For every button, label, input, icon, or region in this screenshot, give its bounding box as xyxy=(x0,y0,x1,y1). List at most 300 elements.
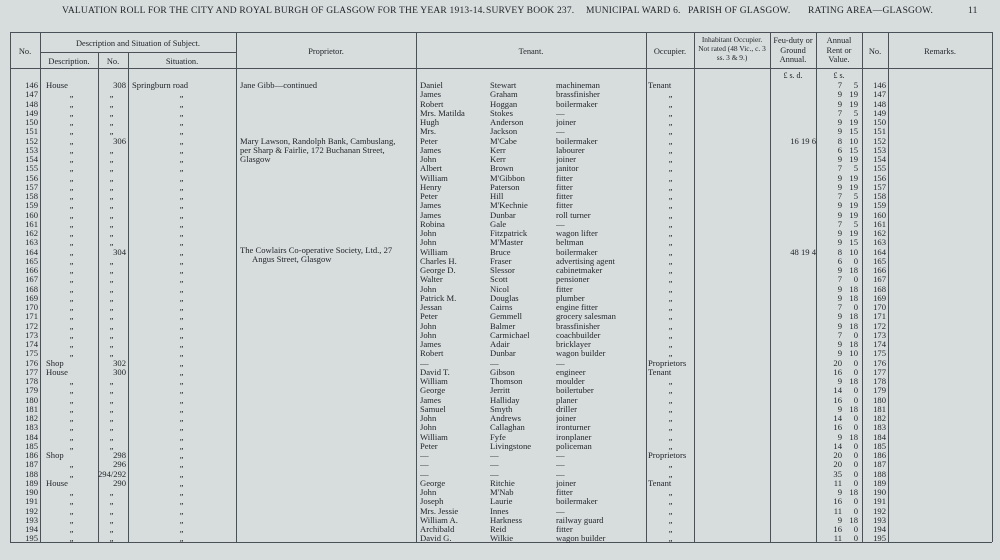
entry-number: 169 xyxy=(25,292,38,303)
rent-shillings: 0 xyxy=(853,385,858,396)
tenant-first-name: Charles H. xyxy=(420,255,457,266)
rent-pounds: 9 xyxy=(837,283,842,294)
tenant-occupation: — xyxy=(556,218,565,229)
tenant-occupation: labourer xyxy=(556,144,585,155)
tenant-first-name: William A. xyxy=(420,514,458,525)
entry-situation: „ xyxy=(179,394,185,405)
entry-description: „ xyxy=(69,237,75,248)
entry-description: „ xyxy=(69,172,75,183)
entry-situation: „ xyxy=(179,89,185,100)
tenant-first-name: Samuel xyxy=(420,403,446,414)
entry-number: 179 xyxy=(25,385,38,396)
entry-number-right: 187 xyxy=(873,459,886,470)
entry-number: 153 xyxy=(25,144,38,155)
entry-number-right: 153 xyxy=(873,144,886,155)
entry-number-right: 171 xyxy=(873,311,886,322)
tenant-surname: Gemmell xyxy=(490,311,522,322)
tenant-surname: Fraser xyxy=(490,255,512,266)
entry-description: „ xyxy=(69,459,75,470)
tenant-surname: Scott xyxy=(490,274,508,285)
entry-situation: „ xyxy=(179,107,185,118)
entry-house-number: 308 xyxy=(113,80,126,90)
entry-number: 185 xyxy=(25,440,38,451)
tenant-occupation: wagon lifter xyxy=(556,228,598,238)
entry-number: 147 xyxy=(25,89,38,100)
entry-situation: „ xyxy=(179,505,185,516)
entry-occupier: „ xyxy=(668,311,674,322)
tenant-occupation: moulder xyxy=(556,376,585,386)
entry-number-right: 189 xyxy=(873,477,886,488)
tenant-surname: Stokes xyxy=(490,107,513,118)
entry-description: „ xyxy=(69,135,75,146)
tenant-first-name: Archibald xyxy=(420,524,455,534)
rent-pounds: 7 xyxy=(837,329,842,340)
entry-description: „ xyxy=(69,505,75,516)
rent-pounds: 9 xyxy=(837,237,842,248)
entry-number: 157 xyxy=(25,181,38,192)
col-header-description: Description. xyxy=(48,57,90,66)
entry-description: „ xyxy=(69,403,75,414)
entry-situation: „ xyxy=(179,459,185,470)
entry-occupier: „ xyxy=(668,265,674,275)
rent-shillings: 19 xyxy=(849,89,858,100)
page-header xyxy=(0,6,1000,20)
tenant-occupation: engine fitter xyxy=(556,302,598,312)
rent-pounds: 9 xyxy=(837,154,842,164)
header-bottom-rule xyxy=(10,68,992,69)
rent-shillings: 19 xyxy=(849,228,858,238)
entry-house-number: „ xyxy=(109,292,115,303)
tenant-occupation: joiner xyxy=(556,117,577,127)
entry-house-number: 294/292 xyxy=(98,468,126,479)
tenant-surname: Smyth xyxy=(490,403,513,414)
tenant-first-name: James xyxy=(420,209,442,220)
col-header-rent: Annual Rent or Value. xyxy=(826,36,852,64)
tenant-surname: Dunbar xyxy=(490,348,516,359)
tenant-first-name: Mrs. xyxy=(420,126,436,137)
entry-house-number: „ xyxy=(109,440,115,451)
entry-house-number: „ xyxy=(109,413,115,423)
entry-situation: „ xyxy=(179,292,185,303)
entry-number-right: 179 xyxy=(873,385,886,396)
tenant-occupation: railway guard xyxy=(556,514,604,525)
entry-feu-duty: 48 19 4 xyxy=(790,246,816,257)
entry-situation: „ xyxy=(179,144,185,155)
entry-number-right: 175 xyxy=(873,348,886,359)
entry-number-right: 182 xyxy=(873,413,886,423)
tenant-surname: M'Master xyxy=(490,237,524,248)
entry-description: „ xyxy=(69,218,75,229)
rent-shillings: 18 xyxy=(849,514,858,525)
proprietor-mary-lawson-line1: Mary Lawson, Randolph Bank, Cambuslang, xyxy=(240,136,396,146)
entry-number: 151 xyxy=(25,126,38,137)
rent-pounds: 7 xyxy=(837,218,842,229)
tenant-occupation: coachbuilder xyxy=(556,329,601,340)
tenant-surname: Ritchie xyxy=(490,477,515,488)
tenant-occupation: beltman xyxy=(556,237,584,248)
entry-situation: „ xyxy=(179,163,185,174)
tenant-surname: Hill xyxy=(490,191,504,201)
entry-situation: „ xyxy=(179,228,185,238)
entry-occupier: „ xyxy=(668,89,674,100)
entry-house-number: „ xyxy=(109,524,115,534)
rent-pounds: 7 xyxy=(837,302,842,312)
rent-pounds: 9 xyxy=(837,126,842,137)
entry-occupier: „ xyxy=(668,107,674,118)
tenant-first-name: Peter xyxy=(420,440,438,451)
tenant-first-name: John xyxy=(420,329,437,340)
entry-situation: „ xyxy=(179,255,185,266)
entry-description: „ xyxy=(69,98,75,109)
tenant-occupation: advertising agent xyxy=(556,255,615,266)
entry-description: Shop xyxy=(46,450,64,460)
entry-occupier: „ xyxy=(668,181,674,192)
entry-number: 175 xyxy=(25,348,38,359)
entry-number: 163 xyxy=(25,237,38,248)
tenant-surname: Reid xyxy=(490,524,507,534)
entry-occupier: „ xyxy=(668,283,674,294)
tenant-first-name: George D. xyxy=(420,265,456,275)
tenant-first-name: Patrick M. xyxy=(420,292,457,303)
entry-description: „ xyxy=(69,487,75,497)
entry-situation: „ xyxy=(179,283,185,294)
tenant-surname: Gibson xyxy=(490,366,515,377)
entry-description: „ xyxy=(69,117,75,127)
entry-number-right: 167 xyxy=(873,274,886,285)
rent-shillings: 0 xyxy=(853,357,858,368)
rent-pounds: 11 xyxy=(833,505,842,516)
entry-number: 166 xyxy=(25,265,38,275)
tenant-occupation: brassfinisher xyxy=(556,320,600,331)
entry-situation: „ xyxy=(179,117,185,127)
rent-shillings: 18 xyxy=(849,487,858,497)
tenant-surname: M'Cabe xyxy=(490,135,517,146)
entry-number-right: 164 xyxy=(873,246,886,257)
tenant-occupation: driller xyxy=(556,403,577,414)
rent-shillings: 18 xyxy=(849,431,858,442)
tenant-occupation: fitter xyxy=(556,283,573,294)
entry-number: 190 xyxy=(25,487,38,497)
rent-pounds: 9 xyxy=(837,172,842,183)
rent-pounds: 9 xyxy=(837,228,842,238)
entry-occupier: „ xyxy=(668,440,674,451)
entry-occupier: „ xyxy=(668,487,674,497)
entry-description: „ xyxy=(69,431,75,442)
entry-number-right: 173 xyxy=(873,329,886,340)
entry-description: „ xyxy=(69,126,75,137)
entry-description: „ xyxy=(69,200,75,211)
rent-pounds: 9 xyxy=(837,487,842,497)
tenant-occupation: plumber xyxy=(556,292,585,303)
entry-description: „ xyxy=(69,413,75,423)
entry-description: House xyxy=(46,477,68,488)
entry-house-number: „ xyxy=(109,163,115,174)
entry-number: 189 xyxy=(25,477,38,488)
tenant-surname: Thomson xyxy=(490,376,523,386)
entry-number-right: 170 xyxy=(873,302,886,312)
rent-shillings: 15 xyxy=(849,237,858,248)
entry-situation: „ xyxy=(179,246,185,257)
rent-shillings: 18 xyxy=(849,283,858,294)
tenant-occupation: fitter xyxy=(556,172,573,183)
entry-occupier: „ xyxy=(668,385,674,396)
entry-number-right: 146 xyxy=(873,80,886,90)
entry-description: „ xyxy=(69,514,75,525)
tenant-surname: Stewart xyxy=(490,80,517,90)
entry-situation: „ xyxy=(179,422,185,433)
tenant-surname: Slessor xyxy=(490,265,515,275)
entry-number-right: 148 xyxy=(873,98,886,109)
rent-pounds: 7 xyxy=(837,107,842,118)
tenant-occupation: fitter xyxy=(556,487,573,497)
entry-number-right: 178 xyxy=(873,376,886,386)
entry-number: 188 xyxy=(25,468,38,479)
entry-occupier: „ xyxy=(668,246,674,257)
entry-number-right: 191 xyxy=(873,496,886,507)
rent-pounds: 9 xyxy=(837,200,842,211)
entry-number-right: 147 xyxy=(873,89,886,100)
tenant-occupation: cabinetmaker xyxy=(556,265,603,275)
rent-shillings: 5 xyxy=(853,218,858,229)
entry-number: 180 xyxy=(25,394,38,405)
entry-situation: „ xyxy=(179,302,185,312)
rent-pounds: 9 xyxy=(837,117,842,127)
tenant-occupation: janitor xyxy=(556,163,579,174)
rent-pounds: 9 xyxy=(837,320,842,331)
rent-shillings: 19 xyxy=(849,154,858,164)
desc-group-rule xyxy=(40,52,236,53)
entry-description: „ xyxy=(69,302,75,312)
entry-occupier: „ xyxy=(668,329,674,340)
tenant-first-name: William xyxy=(420,172,448,183)
rent-pounds: 9 xyxy=(837,376,842,386)
entry-number-right: 176 xyxy=(873,357,886,368)
entry-description: „ xyxy=(69,283,75,294)
entry-description: „ xyxy=(69,533,75,544)
entry-situation: „ xyxy=(179,98,185,109)
entry-house-number: „ xyxy=(109,117,115,127)
rent-shillings: 0 xyxy=(853,450,858,460)
entry-occupier: Tenant xyxy=(648,477,672,488)
tenant-surname: Hoggan xyxy=(490,98,518,109)
tenant-first-name: Walter xyxy=(420,274,443,285)
entry-occupier: „ xyxy=(668,514,674,525)
tenant-occupation: — xyxy=(556,450,565,460)
entry-occupier: „ xyxy=(668,459,674,470)
rent-pounds: 8 xyxy=(837,246,842,257)
entry-occupier: „ xyxy=(668,496,674,507)
entry-number: 149 xyxy=(25,107,38,118)
tenant-first-name: — xyxy=(420,459,429,470)
entry-number-right: 162 xyxy=(873,228,886,238)
entry-occupier: „ xyxy=(668,163,674,174)
tenant-first-name: James xyxy=(420,394,442,405)
entry-house-number: „ xyxy=(109,533,115,544)
entry-description: „ xyxy=(69,228,75,238)
rent-pounds: 7 xyxy=(837,163,842,174)
entry-number: 161 xyxy=(25,218,38,229)
tenant-first-name: — xyxy=(420,357,429,368)
entry-occupier: „ xyxy=(668,200,674,211)
tenant-occupation: — xyxy=(556,126,565,137)
entry-situation: „ xyxy=(179,477,185,488)
entry-situation: „ xyxy=(179,348,185,359)
entry-occupier: „ xyxy=(668,191,674,201)
entry-number-right: 158 xyxy=(873,191,886,201)
tenant-first-name: Peter xyxy=(420,191,438,201)
entry-number: 165 xyxy=(25,255,38,266)
entry-description: „ xyxy=(69,163,75,174)
entry-description: „ xyxy=(69,394,75,405)
entry-description: „ xyxy=(69,468,75,479)
entry-house-number: „ xyxy=(109,98,115,109)
entry-description: „ xyxy=(69,440,75,451)
tenant-surname: Douglas xyxy=(490,292,519,303)
entry-description: „ xyxy=(69,265,75,275)
entry-description: „ xyxy=(69,89,75,100)
entry-house-number: „ xyxy=(109,126,115,137)
entry-number: 156 xyxy=(25,172,38,183)
tenant-surname: Carmichael xyxy=(490,329,530,340)
entry-description: „ xyxy=(69,524,75,534)
entry-number: 158 xyxy=(25,191,38,201)
entry-house-number: 300 xyxy=(113,366,126,377)
rent-shillings: 0 xyxy=(853,255,858,266)
entry-description: „ xyxy=(69,496,75,507)
rent-shillings: 0 xyxy=(853,422,858,433)
entry-situation: „ xyxy=(179,403,185,414)
tenant-occupation: ironplaner xyxy=(556,431,592,442)
municipal-ward: MUNICIPAL WARD 6. xyxy=(586,6,681,16)
tenant-surname: Innes xyxy=(490,505,509,516)
proprietor-mary-lawson-line3: Glasgow xyxy=(240,154,271,164)
entry-house-number: 290 xyxy=(113,477,126,488)
tenant-occupation: boilertuber xyxy=(556,385,594,396)
tenant-first-name: John xyxy=(420,237,437,248)
entry-number-right: 174 xyxy=(873,339,886,349)
entry-house-number: „ xyxy=(109,302,115,312)
entry-house-number: 302 xyxy=(113,357,126,368)
entry-occupier: „ xyxy=(668,413,674,423)
tenant-first-name: Mrs. Matilda xyxy=(420,107,465,118)
entry-number: 171 xyxy=(25,311,38,322)
col-header-tenant: Tenant. xyxy=(518,47,544,56)
entry-house-number: „ xyxy=(109,283,115,294)
entry-house-number: „ xyxy=(109,394,115,405)
col-header-occupier: Occupier. xyxy=(653,47,687,56)
tenant-surname: Andrews xyxy=(490,413,522,423)
tenant-surname: Brown xyxy=(490,163,514,174)
entry-house-number: „ xyxy=(109,191,115,201)
tenant-first-name: Robert xyxy=(420,98,444,109)
entry-house-number: „ xyxy=(109,431,115,442)
entry-feu-duty: 16 19 6 xyxy=(790,135,816,146)
entry-occupier: „ xyxy=(668,302,674,312)
tenant-surname: Harkness xyxy=(490,514,522,525)
entry-house-number: „ xyxy=(109,496,115,507)
tenant-first-name: Mrs. Jessie xyxy=(420,505,459,516)
entry-number-right: 166 xyxy=(873,265,886,275)
col-header-inhabitant: Inhabitant Occupier. Not rated (48 Vic., c. 3 ss. 3 & 9.) xyxy=(698,35,766,62)
entry-number: 155 xyxy=(25,163,38,174)
tenant-first-name: John xyxy=(420,154,437,164)
tenant-surname: Dunbar xyxy=(490,209,516,220)
entry-situation: „ xyxy=(179,339,185,349)
tenant-first-name: David T. xyxy=(420,366,450,377)
entry-occupier: „ xyxy=(668,403,674,414)
entry-situation: „ xyxy=(179,265,185,275)
entry-house-number: „ xyxy=(109,172,115,183)
tenant-occupation: machineman xyxy=(556,80,600,90)
proprietor-cowlairs-line1: The Cowlairs Co-operative Society, Ltd., 27 xyxy=(240,245,393,255)
entry-number-right: 149 xyxy=(873,107,886,118)
entry-occupier: Proprietors xyxy=(648,450,687,460)
tenant-surname: — xyxy=(490,357,499,368)
entry-number: 154 xyxy=(25,154,38,164)
rent-shillings: 0 xyxy=(853,366,858,377)
rent-shillings: 18 xyxy=(849,311,858,322)
entry-occupier: „ xyxy=(668,505,674,516)
entry-number-right: 185 xyxy=(873,440,886,451)
tenant-occupation: bricklayer xyxy=(556,339,591,349)
rent-pounds: 7 xyxy=(837,191,842,201)
rent-pounds: 20 xyxy=(833,459,842,470)
entry-description: „ xyxy=(69,246,75,257)
col-header-no-right: No. xyxy=(868,47,882,56)
tenant-first-name: John xyxy=(420,228,437,238)
tenant-surname: Fyfe xyxy=(490,431,506,442)
rent-shillings: 19 xyxy=(849,117,858,127)
entry-house-number: 296 xyxy=(113,459,126,470)
rent-pounds: 16 xyxy=(833,422,842,433)
entry-house-number: „ xyxy=(109,209,115,220)
entry-house-number: „ xyxy=(109,339,115,349)
rent-pounds: 11 xyxy=(833,533,842,544)
tenant-first-name: Robert xyxy=(420,348,444,359)
tenant-first-name: James xyxy=(420,200,442,211)
rent-shillings: 18 xyxy=(849,376,858,386)
entry-number: 148 xyxy=(25,98,38,109)
entry-description: House xyxy=(46,80,68,90)
entry-description: „ xyxy=(69,292,75,303)
tenant-occupation: joiner xyxy=(556,477,577,488)
entry-occupier: Tenant xyxy=(648,366,672,377)
entry-occupier: „ xyxy=(668,533,674,544)
tenant-first-name: John xyxy=(420,422,437,433)
entry-number-right: 150 xyxy=(873,117,886,127)
entry-number: 187 xyxy=(25,459,38,470)
tenant-first-name: John xyxy=(420,413,437,423)
tenant-first-name: William xyxy=(420,246,448,257)
entry-description: „ xyxy=(69,209,75,220)
rent-pounds: 7 xyxy=(837,80,842,90)
rent-shillings: 0 xyxy=(853,440,858,451)
entry-number: 173 xyxy=(25,329,38,340)
tenant-surname: Kerr xyxy=(490,154,506,164)
tenant-surname: Nicol xyxy=(490,283,510,294)
tenant-occupation: — xyxy=(556,505,565,516)
entry-number-right: 184 xyxy=(873,431,886,442)
entry-occupier: „ xyxy=(668,98,674,109)
tenant-occupation: fitter xyxy=(556,191,573,201)
tenant-occupation: engineer xyxy=(556,366,586,377)
entry-house-number: „ xyxy=(109,320,115,331)
entry-number-right: 161 xyxy=(873,218,886,229)
tenant-surname: Jerritt xyxy=(490,385,511,396)
tenant-occupation: boilermaker xyxy=(556,135,598,146)
rent-pounds: 11 xyxy=(833,477,842,488)
tenant-first-name: George xyxy=(420,477,446,488)
